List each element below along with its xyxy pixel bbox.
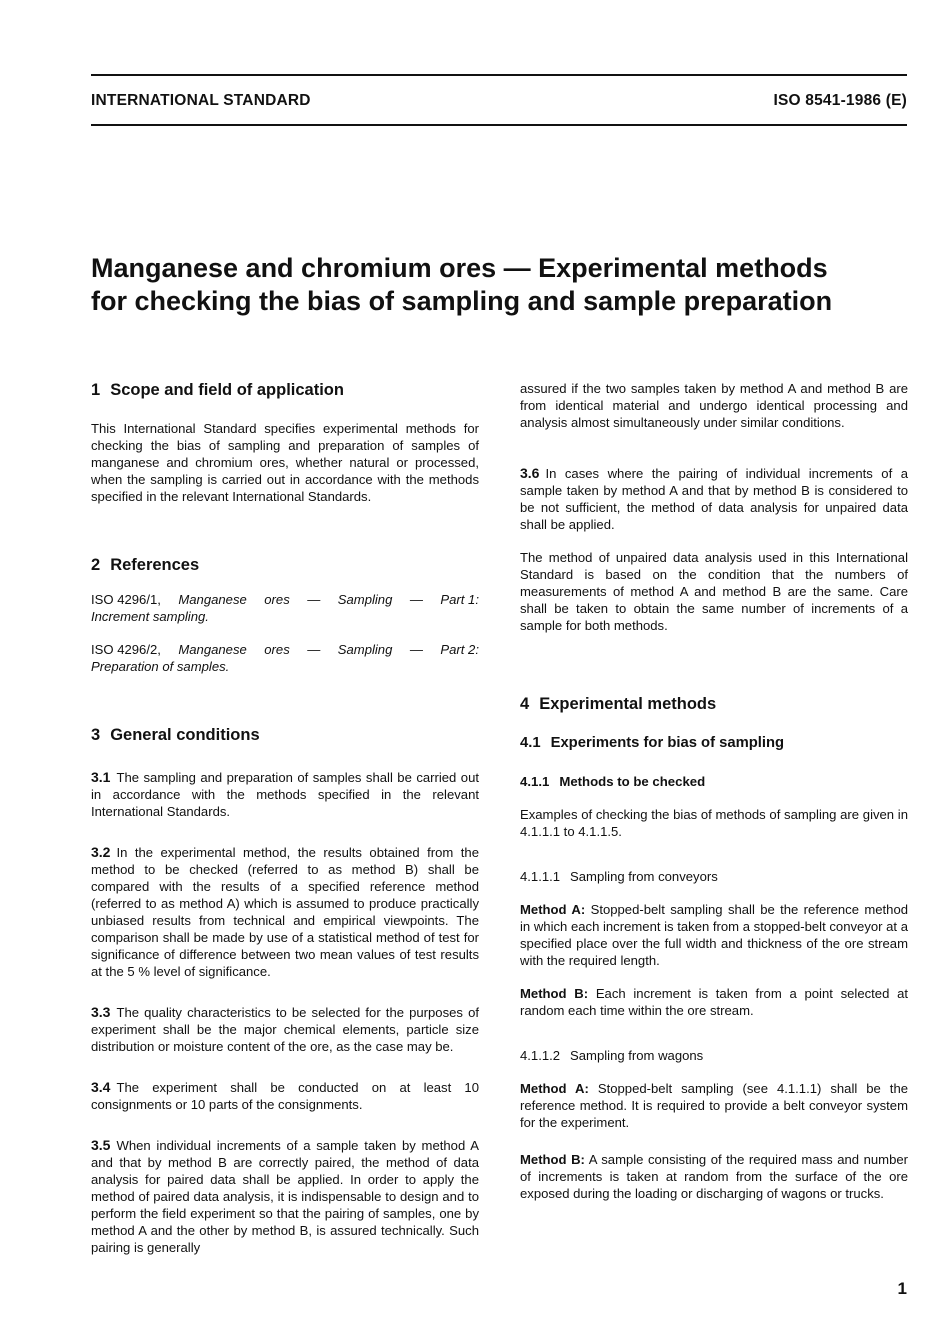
reference-line [91, 641, 479, 658]
reference-dash: — [307, 592, 321, 607]
section-1-title: Scope and field of application [110, 381, 344, 399]
reference-code: ISO 4296/1, [91, 592, 161, 607]
subsection-4-1-title: Experiments for bias of sampling [550, 735, 785, 751]
clause-number: 3.6 [520, 465, 540, 481]
method-text: A sample consisting of the required mass and number of increments is taken at random from the surface of the ore exposed during the loading or discharging of wagons or trucks. [520, 1152, 909, 1201]
reference-part: Part 2: [440, 642, 479, 657]
section-2-number: 2 [91, 556, 101, 574]
reference-subtitle: Preparation of samples. [91, 659, 230, 674]
section-4-title: Experimental methods [539, 695, 717, 713]
method-label: Method A: [520, 902, 586, 917]
subsection-4-1-1-title: Methods to be checked [559, 774, 706, 789]
reference-word: Sampling [337, 642, 393, 657]
method-label: Method B: [520, 1152, 585, 1167]
right-column [520, 380, 908, 1202]
section-4-number: 4 [520, 695, 530, 713]
clause-3-5-continuation: assured if the two samples taken by method A and method B are from identical material and undergo identical processing and analysis almost simultaneously under similar conditions. [520, 381, 908, 430]
title-line-2: for checking the bias of sampling and sample preparation [91, 286, 833, 316]
section-3-heading [91, 725, 479, 745]
reference-word: ores [264, 592, 290, 607]
subsection-4-1-1-1-heading [520, 868, 908, 885]
header-document-id: ISO 8541-1986 (E) [773, 92, 907, 109]
reference-item [91, 641, 479, 675]
method-text: Each increment is taken from a point selected at random each time within the ore stream. [520, 986, 909, 1018]
method-label: Method B: [520, 986, 589, 1001]
reference-code: ISO 4296/2, [91, 642, 161, 657]
subsection-4-1-1-heading [520, 773, 908, 790]
clause-3-6 [520, 465, 908, 533]
method-a-conveyors [520, 901, 908, 969]
clause-3-2 [91, 844, 479, 980]
clause-text: In cases where the pairing of individual increments of a sample taken by method A and that by method B is considered to be not sufficient, the method of data analysis for unpaired data shall be applied. [520, 466, 908, 532]
section-3-title: General conditions [110, 726, 260, 744]
reference-item [91, 591, 479, 625]
header-standard-label: INTERNATIONAL STANDARD [91, 92, 311, 109]
method-text: Stopped-belt sampling (see 4.1.1.1) shall be the reference method. It is required to provide a belt conveyor system for the experiment. [520, 1081, 909, 1130]
method-label: Method A: [520, 1081, 589, 1096]
section-1-heading [91, 380, 479, 400]
reference-word: Manganese [178, 592, 247, 607]
reference-word: Sampling [337, 592, 393, 607]
reference-part: Part 1: [440, 592, 479, 607]
page-number: 1 [897, 1279, 907, 1298]
clause-3-5 [91, 1137, 479, 1256]
reference-word: ores [264, 642, 290, 657]
method-text: Stopped-belt sampling shall be the reference method in which each increment is taken from a stopped-belt conveyor at a specified place over the full width and thickness of the ore stream with the required length. [520, 902, 909, 968]
clause-3-1 [91, 769, 479, 820]
reference-dash: — [409, 642, 423, 657]
reference-dash: — [307, 642, 321, 657]
subsection-4-1-1-2-number: 4.1.1.2 [520, 1048, 561, 1063]
reference-word: Manganese [178, 642, 247, 657]
reference-dash: — [409, 592, 423, 607]
clause-number: 3.2 [91, 844, 111, 860]
subsection-4-1-1-2-heading [520, 1047, 908, 1064]
subsection-4-1-number: 4.1 [520, 735, 541, 751]
reference-continuation [91, 658, 479, 675]
section-2-title: References [110, 556, 200, 574]
subsection-4-1-1-number: 4.1.1 [520, 774, 550, 789]
method-b-conveyors [520, 985, 908, 1019]
clause-3-4 [91, 1079, 479, 1113]
section-2-heading [91, 555, 479, 575]
subsection-4-1-1-1-number: 4.1.1.1 [520, 869, 561, 884]
top-rule [91, 74, 907, 76]
method-a-wagons [520, 1080, 908, 1131]
clause-number: 3.5 [91, 1137, 111, 1153]
clause-number: 3.3 [91, 1004, 111, 1020]
section-4-heading [520, 694, 908, 714]
clause-text: The sampling and preparation of samples shall be carried out in accordance with the methods specified in the relevant International Standards. [91, 770, 479, 819]
clause-text: The quality characteristics to be selected for the purposes of experiment shall be the major chemical elements, particle size distribution or moisture content of the ore, as the case may be. [91, 1005, 479, 1054]
title-line-1: Manganese and chromium ores — Experimental methods [91, 253, 828, 283]
reference-subtitle: Increment sampling. [91, 609, 209, 624]
left-column [91, 380, 479, 1256]
subsection-4-1-1-1-title: Sampling from conveyors [570, 869, 718, 884]
clause-text: In the experimental method, the results obtained from the method to be checked (referred to as method B) shall be compared with the results of a specified reference method (referred to as method A) which is assumed to produce practically unbiased results from technical and empirical viewpoints. The comparison shall be made by use of a statistical method of test for significance of difference between two mean values of test results at the 5 % level of significance. [91, 845, 479, 979]
clause-number: 3.4 [91, 1079, 111, 1095]
clause-text: When individual increments of a sample taken by method A and that by method B are correctly paired, the method of data analysis for paired data shall be applied. In order to apply the method of paired data analysis, it is indispensable to design and to perform the field experiment so that the pairing of samples, one by method A and the other by method B, is assured technically. Such pairing is generally [91, 1138, 479, 1255]
subsection-4-1-1-2-title: Sampling from wagons [570, 1048, 704, 1063]
document-title [91, 252, 921, 318]
clause-text: The experiment shall be conducted on at least 10 consignments or 10 parts of the consignments. [91, 1080, 479, 1112]
section-3-number: 3 [91, 726, 101, 744]
section-1-number: 1 [91, 381, 101, 399]
method-b-wagons [520, 1151, 908, 1202]
clause-3-6-paragraph-2: The method of unpaired data analysis used in this International Standard is based on the condition that the numbers of measurements of method A and method B are the same. Care shall be taken to obtain the same number of increments of a sample for both methods. [520, 550, 908, 633]
header-bottom-rule [91, 124, 907, 126]
subsection-4-1-1-body: Examples of checking the bias of methods of sampling are given in 4.1.1.1 to 4.1.1.5. [520, 807, 908, 839]
clause-number: 3.1 [91, 769, 111, 785]
clause-3-3 [91, 1004, 479, 1055]
section-1-body: This International Standard specifies experimental methods for checking the bias of sampling and preparation of samples of manganese and chromium ores, whether natural or processed, when the sampling is carried out in accordance with the methods specified in the relevant International Standards. [91, 421, 479, 504]
reference-line [91, 591, 479, 608]
subsection-4-1-heading [520, 734, 908, 753]
reference-continuation [91, 608, 479, 625]
